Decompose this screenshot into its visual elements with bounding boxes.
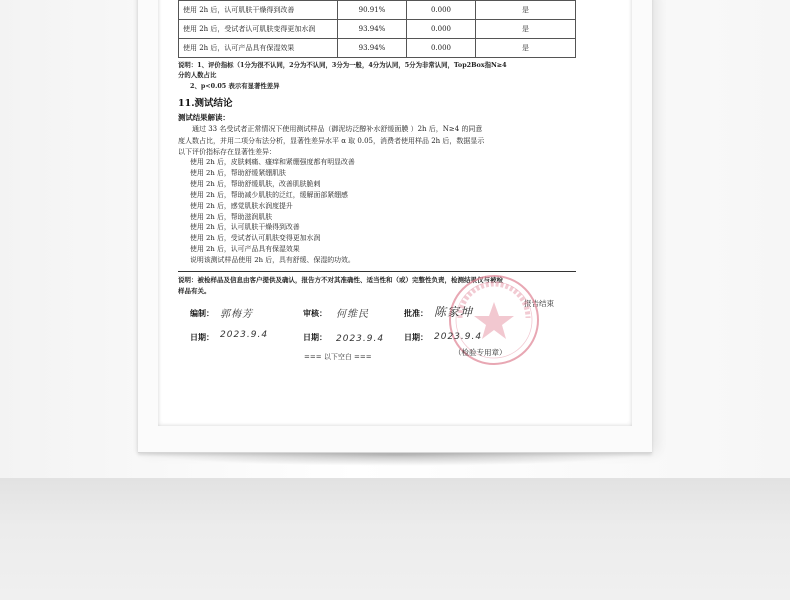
disclaimer-line-1: 说明：被检样品及信息由客户提供及确认，报告方不对其准确性、适当性和（或）完整性负责，检测结果仅与被检 <box>178 276 503 284</box>
list-item: 使用 2h 后，帮助减少肌肤的泛红，缓解面部紧绷感 <box>190 190 348 199</box>
date-label-compiler: 日期： <box>190 332 214 342</box>
list-item: 使用 2h 后，感觉肌肤水润度提升 <box>190 201 293 210</box>
list-item: 使用 2h 后，帮助舒缓肌肤，改善肌肤脆刺 <box>190 179 321 188</box>
reviewer-label: 审核： <box>303 308 327 318</box>
approver-signature: 陈家坤 <box>434 305 474 319</box>
disclaimer-line-2: 样品有关。 <box>178 287 211 295</box>
table-row <box>179 39 576 58</box>
list-item: 使用 2h 后，帮助舒缓紧绷肌肤 <box>190 168 286 177</box>
report-page <box>178 0 576 414</box>
conclusion-paragraph-line-3: 以下评价指标存在显著性差异： <box>178 148 276 156</box>
list-item: 使用 2h 后，认可产品具有保湿效果 <box>190 245 300 254</box>
date-label-reviewer: 日期： <box>303 332 327 342</box>
blank-below-notice: === 以下空白 === <box>304 353 372 361</box>
date-reviewer: 2023.9.4 <box>336 334 385 344</box>
table-note-line-2: 分的人数占比 <box>178 71 217 79</box>
list-item: 使用 2h 后，皮肤刺痛、瘙痒和紧绷强度都有明显改善 <box>190 158 355 166</box>
floor <box>0 478 790 600</box>
conclusion-list <box>190 157 355 266</box>
list-item: 使用 2h 后，认可肌肤干燥得到改善 <box>190 223 300 232</box>
picture-frame <box>138 0 652 453</box>
date-label-approver: 日期： <box>404 332 428 342</box>
table-cell-item: 使用 2h 后，认可肌肤干燥得到改善 <box>179 1 338 20</box>
reviewer-signature: 何维民 <box>336 309 369 320</box>
conclusion-paragraph-line-1: 通过 33 名受试者正常情况下使用测试样品（御泥坊泛醇补水舒缓面膜 ）2h 后，N≥4 的同意 <box>192 125 483 133</box>
list-item: 使用 2h 后，帮助滋润肌肤 <box>190 212 273 221</box>
table-cell-percent: 93.94% <box>338 20 407 39</box>
table-note-line-3: 2、p<0.05 表示有显著性差异 <box>190 82 280 90</box>
results-table <box>178 0 576 58</box>
table-cell-percent: 90.91% <box>338 1 407 20</box>
section-heading: 11.测试结论 <box>178 98 233 109</box>
table-cell-item: 使用 2h 后，认可产品具有保湿效果 <box>179 39 338 58</box>
table-row <box>179 20 576 39</box>
table-cell-percent: 93.94% <box>338 39 407 58</box>
table-cell-significant: 是 <box>476 1 576 20</box>
list-item: 使用 2h 后，受试者认可肌肤变得更加水润 <box>190 234 321 243</box>
table-cell-significant: 是 <box>476 20 576 39</box>
table-cell-significant: 是 <box>476 39 576 58</box>
table-row <box>179 1 576 20</box>
compiler-label: 编制： <box>190 308 214 318</box>
table-cell-p-value: 0.000 <box>407 39 476 58</box>
approver-label: 批准： <box>404 308 428 318</box>
stamp-caption: （检验专用章） <box>454 348 507 357</box>
section-subheading: 测试结果解读： <box>178 113 230 122</box>
table-cell-p-value: 0.000 <box>407 20 476 39</box>
table-cell-p-value: 0.000 <box>407 1 476 20</box>
table-note-line-1: 说明：1、评价指标（1分为很不认同，2分为不认同，3分为一般，4分为认同，5分为非常认同，Top2Box指N≥4 <box>178 61 507 69</box>
list-item: 说明该测试样品使用 2h 后，具有舒缓、保湿的功效。 <box>190 256 355 265</box>
conclusion-paragraph-line-2: 度人数占比，并用二项分布法分析，显著性差异水平 α 取 0.05，消费者使用样品 2h 后，数据显示 <box>178 136 485 145</box>
date-compiler: 2023.9.4 <box>220 330 269 340</box>
table-cell-item: 使用 2h 后，受试者认可肌肤变得更加水润 <box>179 20 338 39</box>
compiler-signature: 郭梅芳 <box>220 309 253 320</box>
date-approver: 2023.9.4 <box>434 332 483 342</box>
report-end-label: 报告结束 <box>524 299 554 308</box>
